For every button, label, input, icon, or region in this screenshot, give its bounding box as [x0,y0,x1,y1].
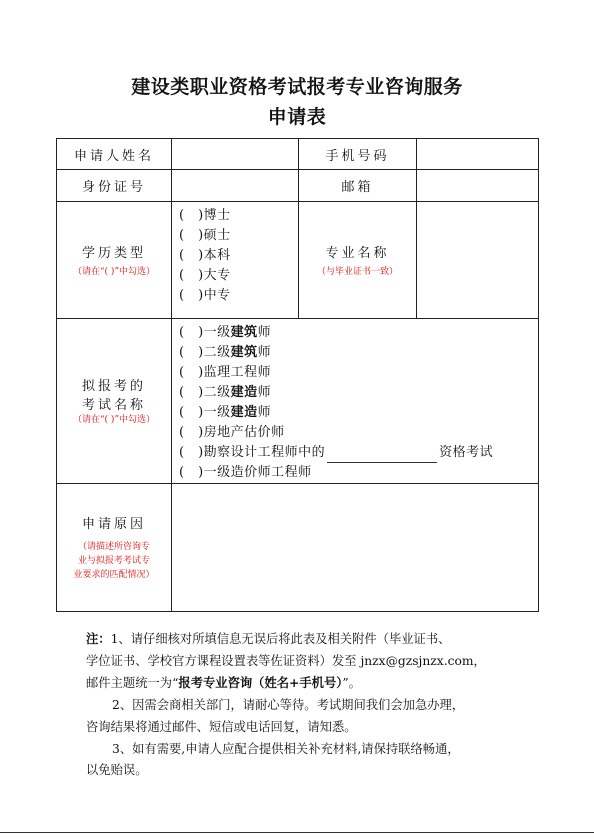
exam-name-cell [57,319,172,484]
edu-option-secondary[interactable]: ( )中专 [179,288,231,303]
note-2-line-1: 2、因需会商相关部门，请耐心等待。考试期间我们会加急办理， [112,698,465,713]
exam-blank-field[interactable] [327,448,437,463]
application-form-table [56,138,539,612]
edu-option-bachelor[interactable]: ( )本科 [179,248,231,263]
phone-field[interactable] [417,139,539,170]
email-label: 邮箱 [299,170,417,202]
note-1-line-1: 注：1、请仔细核对所填信息无误后将此表及相关附件（毕业证书、 [86,631,451,646]
name-label: 申请人姓名 [57,139,172,170]
exam-option-3[interactable]: ( )监理工程师 [179,365,272,380]
form-subtitle: 申请表 [267,106,327,128]
reason-label: 申请原因 [81,517,146,532]
edu-option-college[interactable]: ( )大专 [179,268,231,283]
exam-option-6[interactable]: ( )房地产估价师 [179,425,285,440]
reason-cell [57,484,172,612]
exam-label-line1: 拟报考的 [81,379,146,394]
page-bottom-rule [0,832,594,833]
id-number-label: 身份证号 [57,170,172,202]
education-options [172,202,299,319]
exam-option-8[interactable]: ( )一级造价师工程师 [179,465,312,480]
note-3-line-1: 3、如有需要,申请人应配合提供相关补充材料,请保持联络畅通， [112,741,460,756]
exam-option-1[interactable]: ( )一级建筑师 [179,325,272,340]
exam-option-7[interactable]: ( )勘察设计工程师中的 资格考试 [179,443,538,463]
name-field[interactable] [172,139,299,170]
major-hint: （与毕业证书一致） [316,266,398,277]
education-type-cell [57,202,172,319]
note-3-line-2: 以免贻误。 [86,763,148,778]
reason-hint: （请描述所咨询专 业与拟报考考试专 业要求的匹配情况） [73,542,155,580]
form-title: 建设类职业资格考试报考专业咨询服务 [131,76,463,98]
exam-option-5[interactable]: ( )一级建造师 [179,405,272,420]
exam-option-2[interactable]: ( )二级建筑师 [179,345,272,360]
major-field[interactable] [417,202,539,319]
note-1-line-2: 学位证书、学校官方课程设置表等佐证资料）发至 jnzx@gzsjnzx.com， [86,653,486,668]
major-cell [299,202,417,319]
exam-label-line2: 考试名称 [81,398,146,413]
email-field[interactable] [417,170,539,202]
note-1-line-3: 邮件主题统一为“报考专业咨询（姓名+手机号）”。 [86,675,361,691]
edu-option-doctor[interactable]: ( )博士 [179,208,231,223]
education-type-label: 学历类型 [81,245,146,261]
education-type-hint: （请在“( )”中勾选） [72,266,156,277]
notes-section [86,628,526,782]
major-label: 专业名称 [325,245,390,261]
phone-label: 手机号码 [299,139,417,170]
reason-field[interactable] [172,484,539,612]
edu-option-master[interactable]: ( )硕士 [179,228,231,243]
id-number-field[interactable] [172,170,299,202]
exam-hint: （请在“( )”中勾选） [72,415,156,425]
exam-options [172,319,539,484]
exam-option-4[interactable]: ( )二级建造师 [179,385,272,400]
note-2-line-2: 咨询结果将通过邮件、短信或电话回复，请知悉。 [86,719,357,734]
